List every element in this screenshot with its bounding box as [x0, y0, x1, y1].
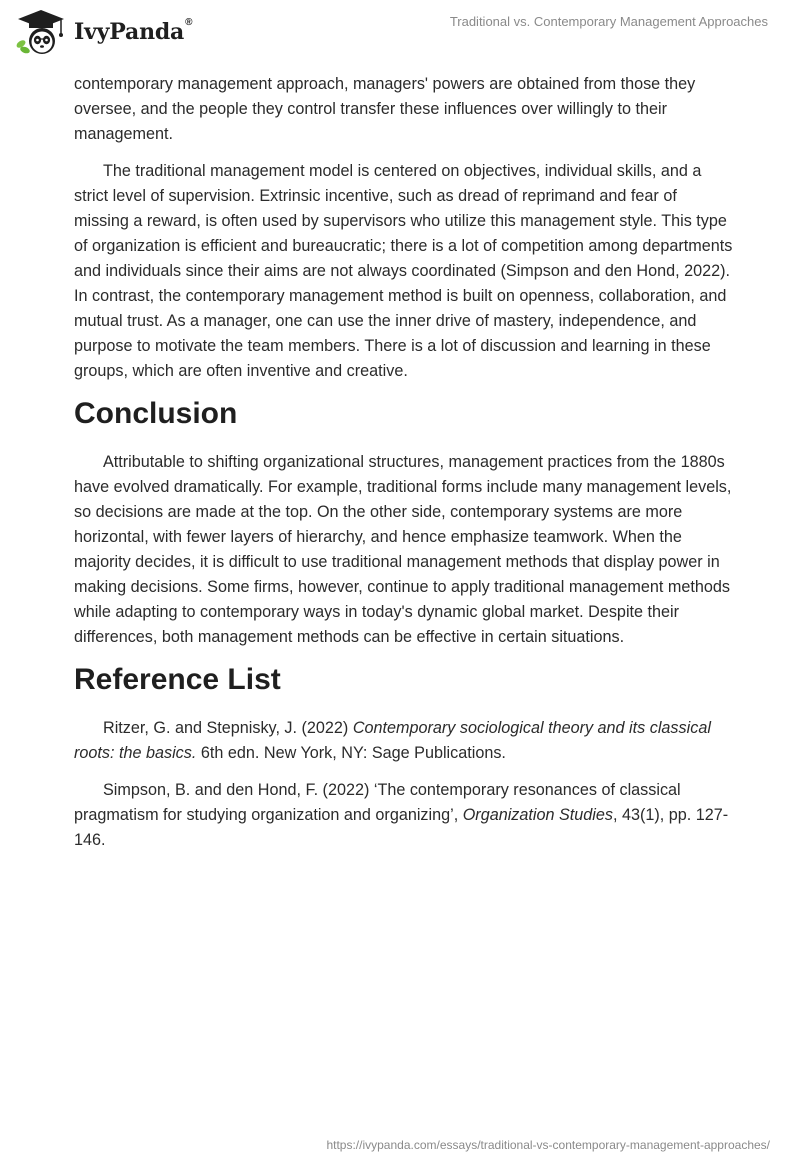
essay-content [74, 72, 734, 865]
conclusion-paragraph: Attributable to shifting organizational structures, management practices from the 1880s have evolved dramatically. For example, traditional forms include many management levels, so decisions are made at the top. On the other side, contemporary systems are more horizontal, with fewer layers of hierarchy, and hence emphasize teamwork. When the majority decides, it is difficult to use traditional management methods that display power in making decisions. Some firms, however, continue to apply traditional management methods while adapting to contemporary ways in today's dynamic global market. Despite their differences, both management methods can be effective in certain situations. [74, 453, 732, 646]
reference-item: Simpson, B. and den Hond, F. (2022) ‘The contemporary resonances of classical pragmatism for studying organization and organizing’, Organization Studies, 43(1), pp. 127-146. [74, 781, 729, 849]
panda-graduate-logo-icon [14, 8, 68, 56]
brand-name: IvyPanda® [74, 17, 193, 45]
conclusion-heading: Conclusion [74, 397, 238, 430]
reference-item: Ritzer, G. and Stepnisky, J. (2022) Contemporary sociological theory and its classical roots: the basics. 6th edn. New York, NY: Sage Publications. [74, 719, 711, 762]
document-title: Traditional vs. Contemporary Management Approaches [449, 14, 768, 29]
body-paragraph: The traditional management model is centered on objectives, individual skills, and a strict level of supervision. Extrinsic incentive, such as dread of reprimand and fear of missing a reward, is often used by supervisors who utilize this management style. This type of organization is efficient and bureaucratic; there is a lot of competition among departments and individuals since their aims are not always coordinated (Simpson and den Hond, 2022). In contrast, the contemporary management method is built on openness, collaboration, and mutual trust. As a manager, one can use the inner drive of mastery, independence, and purpose to motivate the team members. There is a lot of discussion and learning in these groups, which are often inventive and creative. [74, 162, 733, 380]
registered-mark: ® [185, 17, 193, 28]
page-header [0, 0, 800, 62]
reference-title: Contemporary sociological theory and its classical roots: the basics. [74, 719, 711, 762]
body-paragraph-continued: contemporary management approach, managers' powers are obtained from those they oversee, and the people they control transfer these influences over willingly to their management. [74, 75, 696, 143]
reference-journal: Organization Studies [462, 806, 613, 824]
brand-logo[interactable] [14, 8, 192, 56]
reference-list-heading: Reference List [74, 663, 281, 696]
source-url-link[interactable]: https://ivypanda.com/essays/traditional-vs-contemporary-management-approaches/ [326, 1138, 770, 1152]
